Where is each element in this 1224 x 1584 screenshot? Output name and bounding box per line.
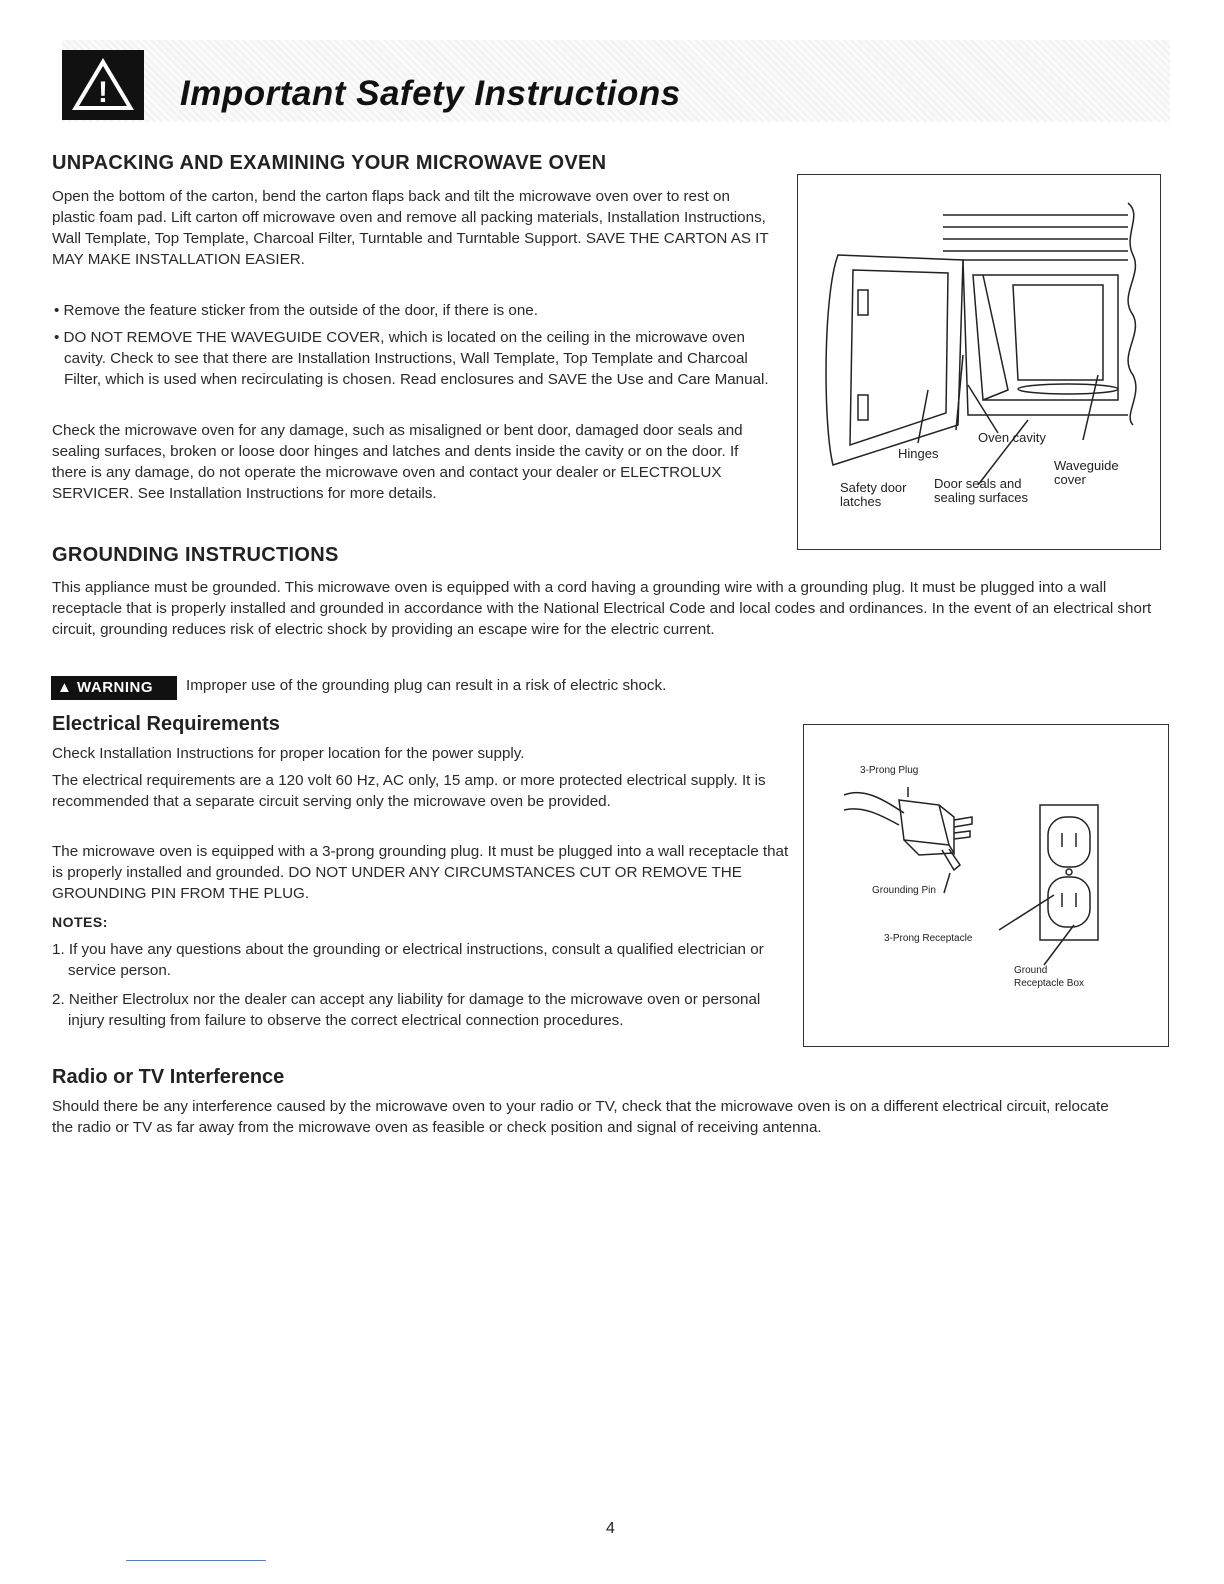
note-item: 2. Neither Electrolux nor the dealer can accept any liability for damage to the microwave oven or personal injury resulting from failure to observe the correct electrical connection procedures.: [52, 991, 761, 1029]
warning-badge: [51, 676, 177, 700]
label-grounding-pin: Grounding Pin: [872, 885, 936, 896]
label-ground: Ground: [1014, 965, 1048, 976]
unpacking-heading: UNPACKING AND EXAMINING YOUR MICROWAVE OVEN: [52, 152, 607, 174]
note-item: 1. If you have any questions about the grounding or electrical instructions, consult a qualified electrician or service person.: [52, 941, 764, 979]
radio-text: Should there be any interference caused by the microwave oven to your radio or TV, check that the microwave oven is on a different electrical circuit, relocate the radio or TV as far away from the microwave oven as feasible or check position and signal of receiving antenna.: [52, 1098, 1109, 1136]
page-title: Important Safety Instructions: [180, 74, 681, 113]
radio-heading: Radio or TV Interference: [52, 1066, 285, 1088]
label-waveguide: Waveguide: [1054, 458, 1119, 473]
warning-label: WARNING: [77, 679, 154, 696]
warning-triangle-icon: ▲: [57, 679, 73, 696]
label-latches: latches: [840, 494, 882, 509]
label-oven-cavity: Oven cavity: [978, 430, 1046, 445]
label-cover: cover: [1054, 472, 1086, 487]
notes-label: NOTES:: [52, 914, 108, 930]
footer-divider: [126, 1560, 266, 1561]
electrical-p1: Check Installation Instructions for proper location for the power supply.: [52, 745, 525, 762]
label-hinges: Hinges: [898, 446, 939, 461]
electrical-p2: The electrical requirements are a 120 volt 60 Hz, AC only, 15 amp. or more protected electrical supply. It is recommended that a separate circuit serving only the microwave oven be provided.: [52, 772, 766, 810]
oven-figure: [797, 174, 1161, 550]
svg-text:!: !: [98, 76, 108, 109]
electrical-heading: Electrical Requirements: [52, 713, 280, 735]
label-door-seals: Door seals and: [934, 476, 1022, 491]
plug-illustration: [804, 725, 1168, 1046]
grounding-text: This appliance must be grounded. This microwave oven is equipped with a cord having a grounding wire with a grounding plug. It must be plugged into a wall receptacle that is properly installed and grounded in accordance with the National Electrical Code and local codes and ordinances. In the event of an electrical short circuit, grounding reduces risk of electric shock by providing an escape wire for the electric current.: [52, 579, 1152, 638]
warning-icon: [62, 50, 144, 120]
label-3-prong-plug: 3-Prong Plug: [860, 765, 919, 776]
warning-text: Improper use of the grounding plug can result in a risk of electric shock.: [186, 677, 667, 694]
electrical-p3: The microwave oven is equipped with a 3-prong grounding plug. It must be plugged into a wall receptacle that is properly installed and grounded. DO NOT UNDER ANY CIRCUMSTANCES CUT OR REMOVE THE GROUNDING PIN FROM THE PLUG.: [52, 843, 789, 902]
unpacking-bullet: • DO NOT REMOVE THE WAVEGUIDE COVER, which is located on the ceiling in the microwave oven cavity. Check to see that there are Installation Instructions, Wall Template, Top Template and Charcoal Filter, which is used when recirculating is chosen. Read enclosures and SAVE the Use and Care Manual.: [54, 329, 769, 388]
page-number: 4: [606, 1520, 615, 1537]
label-sealing-surfaces: sealing surfaces: [934, 490, 1028, 505]
label-3-prong-receptacle: 3-Prong Receptacle: [884, 933, 973, 944]
unpacking-intro: Open the bottom of the carton, bend the carton flaps back and tilt the microwave oven over to rest on plastic foam pad. Lift carton off microwave oven and remove all packing materials, Installation Instructions, Wall Template, Top Template, Charcoal Filter, Turntable and Turntable Support. SAVE THE CARTON AS IT MAY MAKE INSTALLATION EASIER.: [52, 188, 769, 268]
unpacking-bullet: • Remove the feature sticker from the outside of the door, if there is one.: [54, 302, 538, 319]
unpacking-check: Check the microwave oven for any damage, such as misaligned or bent door, damaged door seals and sealing surfaces, broken or loose door hinges and latches and dents inside the cavity or on the door. If there is any damage, do not operate the microwave oven and contact your dealer or ELECTROLUX SERVICER. See Installation Instructions for more details.: [52, 422, 743, 502]
grounding-heading: GROUNDING INSTRUCTIONS: [52, 544, 339, 566]
label-receptacle-box: Receptacle Box: [1014, 978, 1085, 989]
plug-figure: [803, 724, 1169, 1047]
label-safety-door: Safety door: [840, 480, 907, 495]
